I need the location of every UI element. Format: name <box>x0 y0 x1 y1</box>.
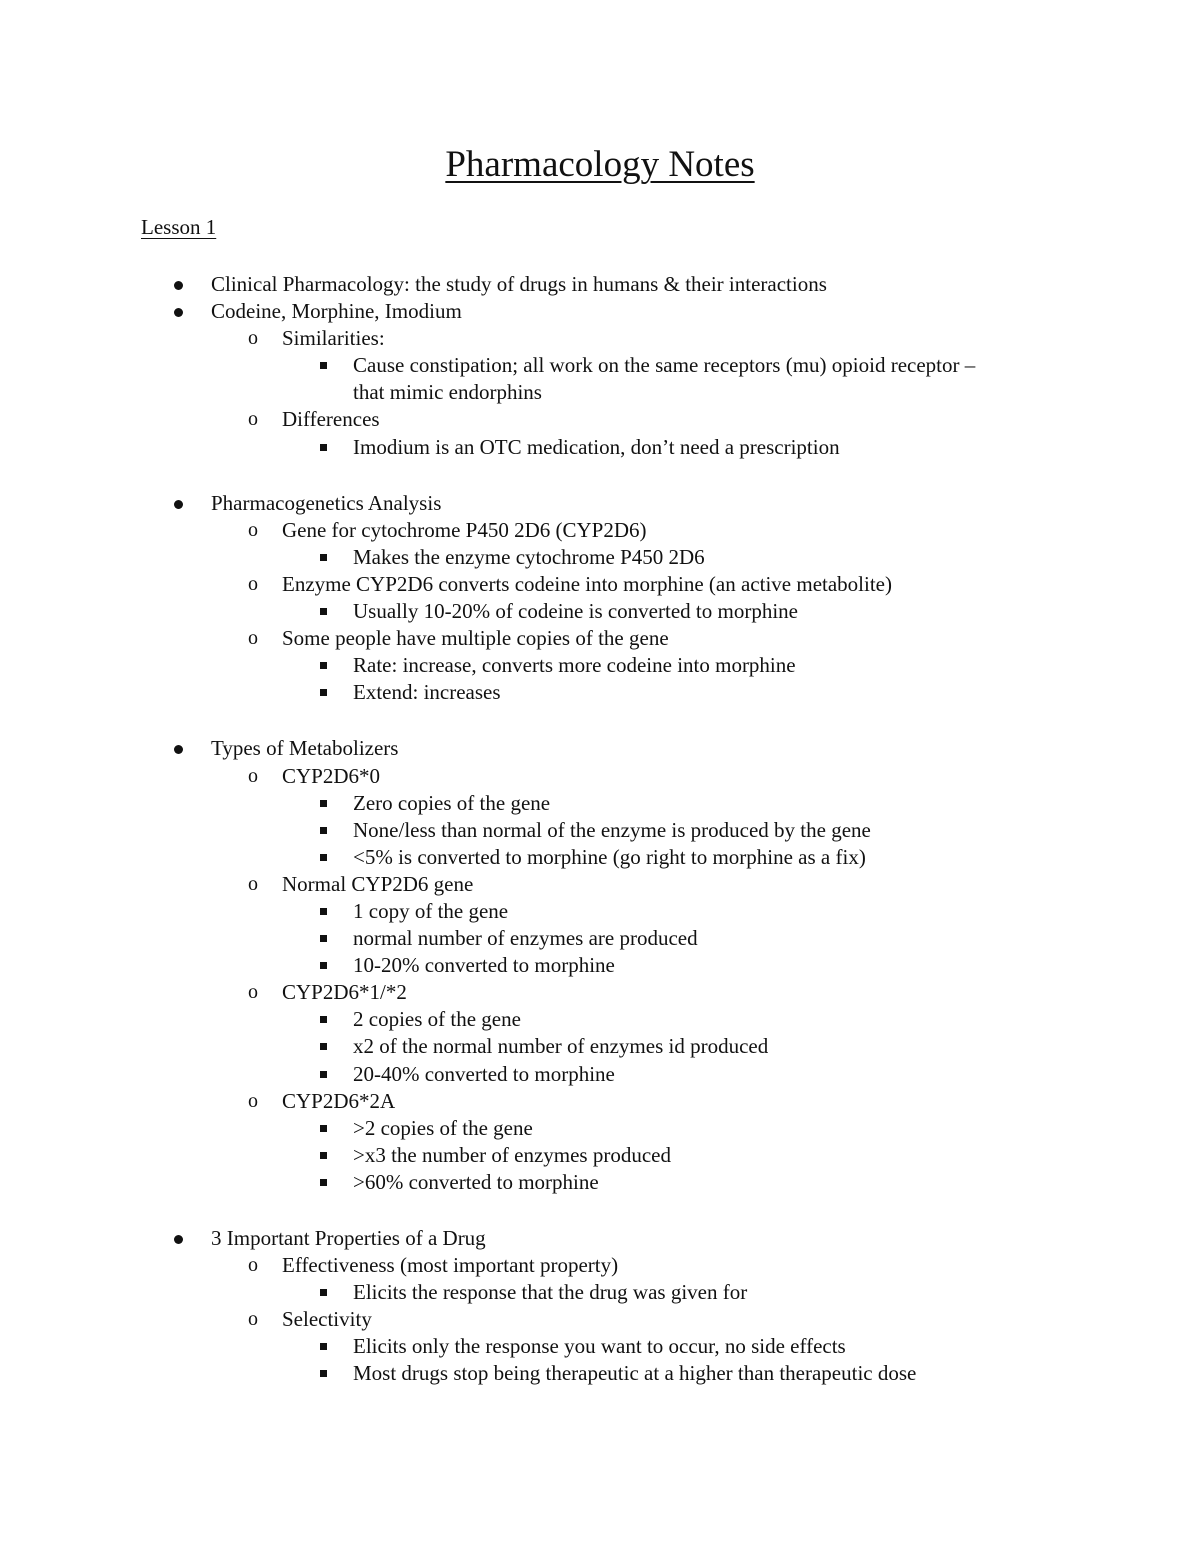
outline-item-text: x2 of the normal number of enzymes id produced <box>353 1034 769 1059</box>
outline-item-level-3 <box>0 844 1200 871</box>
bullet-square-icon <box>320 962 327 969</box>
bullet-square-icon <box>320 908 327 915</box>
bullet-circle-icon: o <box>248 327 258 350</box>
outline-item-text: CYP2D6*1/*2 <box>282 980 407 1005</box>
outline-item-level-1 <box>0 271 1200 298</box>
outline-item-level-3 <box>0 925 1200 952</box>
outline-item-text: Makes the enzyme cytochrome P450 2D6 <box>353 544 705 569</box>
page-title: Pharmacology Notes <box>445 144 755 185</box>
section-spacer <box>0 461 1200 490</box>
bullet-square-icon <box>320 1289 327 1296</box>
outline-item-text: Types of Metabolizers <box>211 736 399 761</box>
lesson-heading: Lesson 1 <box>141 215 217 239</box>
outline-item-level-3 <box>0 1169 1200 1196</box>
outline-item-text: 20-40% converted to morphine <box>353 1061 615 1086</box>
bullet-square-icon <box>320 800 327 807</box>
outline-item-text: Gene for cytochrome P450 2D6 (CYP2D6) <box>282 517 647 542</box>
outline-item-level-3 <box>0 679 1200 706</box>
bullet-circle-icon: o <box>248 572 258 595</box>
bullet-circle-icon: o <box>248 1308 258 1331</box>
outline-item-level-3 <box>0 1142 1200 1169</box>
outline-item-level-3 <box>0 1360 1200 1387</box>
bullet-disc-icon <box>174 1235 183 1244</box>
outline-item-level-3 <box>0 1115 1200 1142</box>
outline-item-level-3 <box>0 1061 1200 1088</box>
outline-item-level-3 <box>0 898 1200 925</box>
notes-list <box>0 271 1200 1388</box>
outline-item-level-1 <box>0 298 1200 325</box>
bullet-circle-icon: o <box>248 981 258 1004</box>
outline-item-text: Usually 10-20% of codeine is converted to morphine <box>353 599 798 624</box>
bullet-square-icon <box>320 1016 327 1023</box>
outline-item-level-2 <box>0 571 1200 598</box>
outline-item-level-2 <box>0 1252 1200 1279</box>
outline-item-text: Similarities: <box>282 326 385 351</box>
outline-item-text: CYP2D6*2A <box>282 1088 396 1113</box>
bullet-circle-icon: o <box>248 1089 258 1112</box>
outline-item-level-1 <box>0 735 1200 762</box>
outline-item-level-2 <box>0 871 1200 898</box>
outline-item-text: >x3 the number of enzymes produced <box>353 1142 671 1167</box>
outline-item-level-2 <box>0 517 1200 544</box>
outline-item-level-3 <box>0 652 1200 679</box>
outline-item-level-2 <box>0 406 1200 433</box>
outline-item-level-2 <box>0 625 1200 652</box>
bullet-square-icon <box>320 1343 327 1350</box>
outline-item-level-2 <box>0 325 1200 352</box>
outline-item-level-2 <box>0 1306 1200 1333</box>
outline-item-text: 3 Important Properties of a Drug <box>211 1226 486 1250</box>
section-spacer <box>0 1196 1200 1225</box>
outline-item-text: Extend: increases <box>353 680 501 705</box>
outline-item-text: None/less than normal of the enzyme is produced by the gene <box>353 817 871 842</box>
bullet-circle-icon: o <box>248 1254 258 1277</box>
bullet-circle-icon: o <box>248 518 258 541</box>
bullet-square-icon <box>320 1043 327 1050</box>
outline-item-text: that mimic endorphins <box>353 380 542 405</box>
bullet-circle-icon: o <box>248 408 258 431</box>
outline-item-text: Elicits the response that the drug was given for <box>353 1280 748 1305</box>
outline-item-text: >60% converted to morphine <box>353 1169 599 1194</box>
bullet-square-icon <box>320 1370 327 1377</box>
outline-item-text: Imodium is an OTC medication, don’t need a prescription <box>353 434 840 459</box>
outline-item-text: Some people have multiple copies of the gene <box>282 626 669 651</box>
bullet-square-icon <box>320 689 327 696</box>
outline-item-level-3 <box>0 1333 1200 1360</box>
bullet-square-icon <box>320 1152 327 1159</box>
outline-item-text: Most drugs stop being therapeutic at a higher than therapeutic dose <box>353 1361 917 1386</box>
bullet-square-icon <box>320 854 327 861</box>
outline-item-level-2 <box>0 763 1200 790</box>
outline-item-level-3 <box>0 1033 1200 1060</box>
outline-item-level-3 <box>0 544 1200 571</box>
bullet-disc-icon <box>174 500 183 509</box>
bullet-disc-icon <box>174 745 183 754</box>
outline-item-text: >2 copies of the gene <box>353 1115 533 1140</box>
outline-item-text: Rate: increase, converts more codeine into morphine <box>353 653 796 678</box>
outline-item-text: normal number of enzymes are produced <box>353 926 698 951</box>
bullet-disc-icon <box>174 281 183 290</box>
outline-item-text: Selectivity <box>282 1307 372 1332</box>
bullet-square-icon <box>320 1179 327 1186</box>
bullet-square-icon <box>320 608 327 615</box>
outline-item-text: <5% is converted to morphine (go right to morphine as a fix) <box>353 844 866 869</box>
bullet-square-icon <box>320 444 327 451</box>
outline-item-level-3 <box>0 817 1200 844</box>
bullet-circle-icon: o <box>248 764 258 787</box>
bullet-square-icon <box>320 362 327 369</box>
outline-item-level-3 <box>0 379 1200 406</box>
outline-item-text: Enzyme CYP2D6 converts codeine into morphine (an active metabolite) <box>282 571 892 596</box>
outline-item-level-2 <box>0 979 1200 1006</box>
outline-item-text: CYP2D6*0 <box>282 763 381 788</box>
bullet-circle-icon: o <box>248 627 258 650</box>
outline-item-text: Effectiveness (most important property) <box>282 1253 619 1278</box>
outline-item-text: 2 copies of the gene <box>353 1007 521 1032</box>
outline-item-text: 10-20% converted to morphine <box>353 953 615 978</box>
outline-item-level-3 <box>0 952 1200 979</box>
bullet-square-icon <box>320 1071 327 1078</box>
outline-item-text: Zero copies of the gene <box>353 790 551 815</box>
outline-item-text: Clinical Pharmacology: the study of drugs in humans & their interactions <box>211 272 827 296</box>
bullet-square-icon <box>320 554 327 561</box>
section-spacer <box>0 706 1200 735</box>
outline-item-level-1 <box>0 490 1200 517</box>
outline-item-text: Codeine, Morphine, Imodium <box>211 299 462 324</box>
outline-item-level-3 <box>0 790 1200 817</box>
bullet-disc-icon <box>174 308 183 317</box>
bullet-square-icon <box>320 662 327 669</box>
outline-item-text: Elicits only the response you want to occur, no side effects <box>353 1334 846 1359</box>
outline-item-level-3 <box>0 1279 1200 1306</box>
bullet-square-icon <box>320 1125 327 1132</box>
outline-item-level-3 <box>0 352 1200 379</box>
outline-item-level-3 <box>0 598 1200 625</box>
outline-item-level-1 <box>0 1225 1200 1252</box>
outline-item-level-3 <box>0 434 1200 461</box>
bullet-square-icon <box>320 935 327 942</box>
outline-item-text: Pharmacogenetics Analysis <box>211 490 442 515</box>
outline-item-text: Differences <box>282 407 380 432</box>
bullet-square-icon <box>320 827 327 834</box>
outline-item-text: Cause constipation; all work on the same receptors (mu) opioid receptor – <box>353 353 976 378</box>
outline-item-text: Normal CYP2D6 gene <box>282 871 474 896</box>
outline-item-text: 1 copy of the gene <box>353 898 509 923</box>
bullet-circle-icon: o <box>248 872 258 895</box>
outline-item-level-3 <box>0 1006 1200 1033</box>
outline-item-level-2 <box>0 1088 1200 1115</box>
